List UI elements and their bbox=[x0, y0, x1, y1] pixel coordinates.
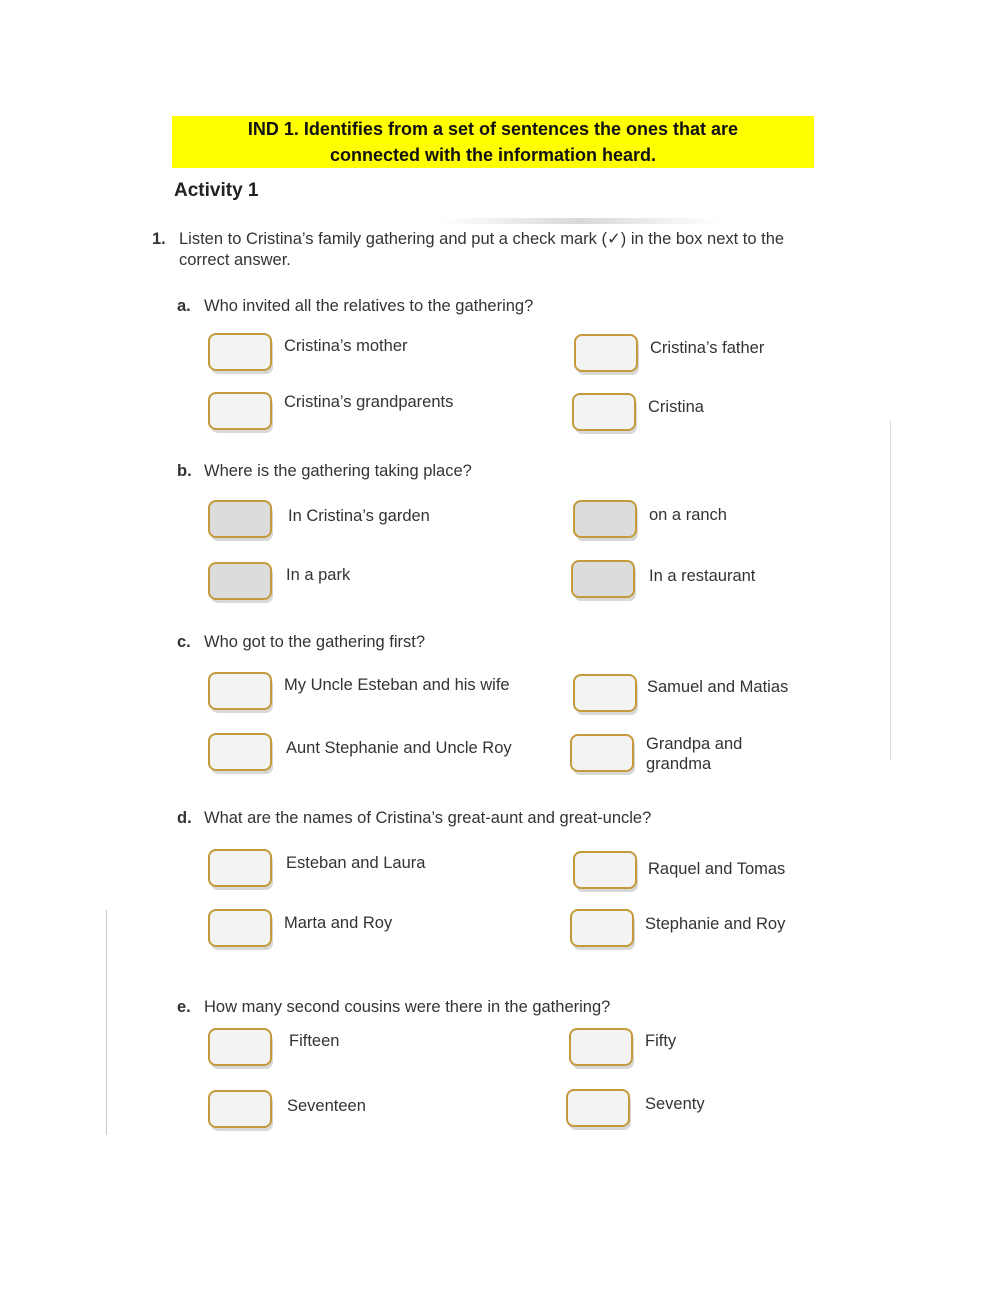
checkbox[interactable] bbox=[571, 560, 635, 598]
option-label: Stephanie and Roy bbox=[645, 915, 786, 933]
option-label: Marta and Roy bbox=[284, 914, 393, 932]
scan-edge-right bbox=[890, 420, 891, 760]
question-c bbox=[177, 633, 425, 652]
checkbox[interactable] bbox=[566, 1089, 630, 1127]
question-text: What are the names of Cristina’s great-aunt and great-uncle? bbox=[204, 809, 652, 827]
checkbox[interactable] bbox=[573, 851, 637, 889]
banner-line-2: connected with the information heard. bbox=[329, 145, 657, 165]
question-letter: c. bbox=[177, 633, 191, 651]
checkbox[interactable] bbox=[208, 1028, 272, 1066]
checkbox[interactable] bbox=[208, 909, 272, 947]
option-label: In a park bbox=[286, 566, 351, 584]
checkbox[interactable] bbox=[208, 1090, 272, 1128]
checkbox[interactable] bbox=[208, 500, 272, 538]
option-label: Grandpa and grandma bbox=[646, 735, 743, 773]
question-b bbox=[177, 462, 472, 481]
checkbox[interactable] bbox=[569, 1028, 633, 1066]
checkbox[interactable] bbox=[572, 393, 636, 431]
question-letter: e. bbox=[177, 998, 191, 1016]
question-d bbox=[177, 809, 651, 828]
option-label: Cristina bbox=[648, 398, 704, 416]
checkbox[interactable] bbox=[570, 734, 634, 772]
checkbox[interactable] bbox=[208, 733, 272, 771]
activity-title: Activity 1 bbox=[174, 180, 259, 201]
scan-edge-left bbox=[106, 910, 107, 1135]
checkbox[interactable] bbox=[570, 909, 634, 947]
scan-smudge bbox=[440, 218, 720, 224]
checkbox[interactable] bbox=[208, 849, 272, 887]
option-label: Cristina’s mother bbox=[284, 337, 408, 355]
indicator-banner bbox=[172, 116, 814, 168]
banner-line-1: IND 1. Identifies from a set of sentences the ones that are bbox=[247, 119, 739, 139]
option-label: on a ranch bbox=[649, 506, 727, 524]
checkbox[interactable] bbox=[208, 562, 272, 600]
question-text: Where is the gathering taking place? bbox=[204, 462, 472, 480]
option-label: Fifteen bbox=[289, 1032, 340, 1050]
option-label: Fifty bbox=[645, 1032, 677, 1050]
question-letter: d. bbox=[177, 809, 192, 827]
option-label: Aunt Stephanie and Uncle Roy bbox=[286, 739, 512, 757]
checkbox[interactable] bbox=[208, 333, 272, 371]
option-label: My Uncle Esteban and his wife bbox=[284, 676, 510, 694]
question-a bbox=[177, 297, 533, 316]
option-label: Cristina’s grandparents bbox=[284, 393, 454, 411]
checkbox[interactable] bbox=[208, 392, 272, 430]
question-letter: b. bbox=[177, 462, 192, 480]
checkbox[interactable] bbox=[208, 672, 272, 710]
question-e bbox=[177, 998, 610, 1017]
checkbox[interactable] bbox=[573, 500, 637, 538]
question-text: How many second cousins were there in the gathering? bbox=[204, 998, 611, 1016]
option-label: Raquel and Tomas bbox=[648, 860, 786, 878]
option-label: Samuel and Matias bbox=[647, 678, 789, 696]
option-label: Seventeen bbox=[287, 1097, 366, 1115]
question-text: Who got to the gathering first? bbox=[204, 633, 426, 651]
option-label: In a restaurant bbox=[649, 567, 756, 585]
instruction-text: Listen to Cristina’s family gathering and put a check mark (✓) in the box next to the correct answer. bbox=[179, 230, 785, 269]
option-label: In Cristina’s garden bbox=[288, 507, 430, 525]
checkbox[interactable] bbox=[574, 334, 638, 372]
option-label: Cristina’s father bbox=[650, 339, 765, 357]
option-label: Seventy bbox=[645, 1095, 705, 1113]
question-letter: a. bbox=[177, 297, 191, 315]
instruction-number: 1. bbox=[152, 230, 166, 248]
question-text: Who invited all the relatives to the gathering? bbox=[204, 297, 534, 315]
checkbox[interactable] bbox=[573, 674, 637, 712]
option-label: Esteban and Laura bbox=[286, 854, 426, 872]
